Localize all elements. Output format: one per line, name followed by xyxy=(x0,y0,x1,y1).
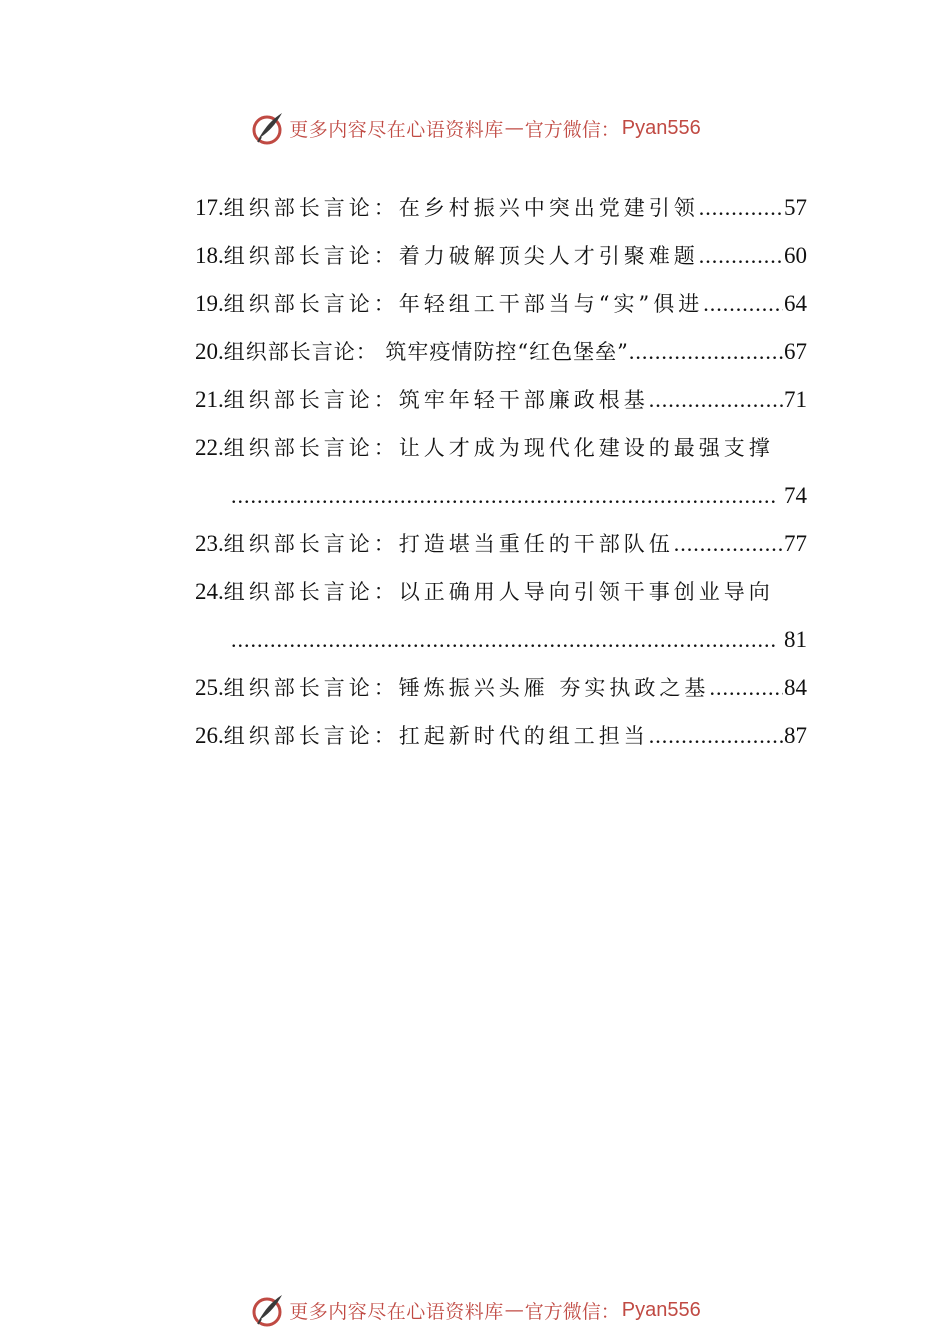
toc-page-number: 74 xyxy=(784,483,807,508)
toc-leader-dots xyxy=(629,328,783,376)
quill-logo-icon xyxy=(249,110,285,146)
toc-entry-24[interactable] xyxy=(195,568,807,664)
banner-wechat-id: Pyan556 xyxy=(621,116,701,139)
toc-leader-dots xyxy=(709,664,783,712)
toc-page-number: 84 xyxy=(784,675,807,700)
toc-leader-dots xyxy=(699,232,783,280)
toc-title: 组织部长言论：扛起新时代的组工担当 xyxy=(223,724,649,748)
toc-title: 组织部长言论：锤炼振兴头雁 夯实执政之基 xyxy=(223,676,710,700)
toc-entry-22[interactable] xyxy=(195,424,807,520)
quill-logo-icon xyxy=(249,1292,285,1328)
toc-page-number: 67 xyxy=(784,339,807,364)
toc-title: 组织部长言论：筑牢年轻干部廉政根基 xyxy=(223,388,649,412)
toc-leader-dots xyxy=(649,712,783,760)
toc-number: 26. xyxy=(195,723,224,748)
toc-title: 组织部长言论：让人才成为现代化建设的最强支撑 xyxy=(223,436,774,460)
toc-leader-dots xyxy=(674,520,783,568)
toc-entry-26[interactable] xyxy=(195,712,807,760)
toc-title: 组织部长言论：打造堪当重任的干部队伍 xyxy=(223,532,674,556)
toc-page-number: 77 xyxy=(784,531,807,556)
toc-entry-20[interactable] xyxy=(195,328,807,376)
toc-entry-17[interactable] xyxy=(195,184,807,232)
toc-number: 20. xyxy=(195,339,224,364)
toc-entry-19[interactable] xyxy=(195,280,807,328)
toc-page-number: 60 xyxy=(784,243,807,268)
banner-separator: — xyxy=(504,1299,524,1321)
banner-text: 更多内容尽在心语资料库 xyxy=(289,118,504,141)
toc-leader-dots xyxy=(649,376,783,424)
toc-entry-18[interactable] xyxy=(195,232,807,280)
toc-number: 24. xyxy=(195,579,224,604)
banner-text: 更多内容尽在心语资料库 xyxy=(289,1300,504,1323)
toc-title: 组织部长言论：在乡村振兴中突出党建引领 xyxy=(223,196,699,220)
toc-entry-23[interactable] xyxy=(195,520,807,568)
table-of-contents xyxy=(195,184,807,760)
banner-wechat-id: Pyan556 xyxy=(621,1298,701,1321)
banner-wechat-label: 官方微信： xyxy=(524,1300,620,1323)
toc-number: 23. xyxy=(195,531,224,556)
toc-title: 组织部长言论：着力破解顶尖人才引聚难题 xyxy=(223,244,699,268)
toc-title: 组织部长言论：以正确用人导向引领干事创业导向 xyxy=(223,580,774,604)
toc-number: 17. xyxy=(195,195,224,220)
toc-number: 19. xyxy=(195,291,224,316)
toc-leader-dots xyxy=(703,280,783,328)
toc-entry-21[interactable] xyxy=(195,376,807,424)
toc-entry-25[interactable] xyxy=(195,664,807,712)
toc-page-number: 64 xyxy=(784,291,807,316)
banner-wechat-label: 官方微信： xyxy=(524,118,620,141)
toc-title: 组织部长言论： 筑牢疫情防控“红色堡垒” xyxy=(223,340,629,364)
toc-page-number: 71 xyxy=(784,387,807,412)
footer-banner xyxy=(0,1290,950,1330)
banner-separator: — xyxy=(504,117,524,139)
toc-number: 18. xyxy=(195,243,224,268)
toc-page-number: 87 xyxy=(784,723,807,748)
toc-leader-dots xyxy=(231,616,778,664)
toc-number: 22. xyxy=(195,435,224,460)
toc-page-number: 57 xyxy=(784,195,807,220)
toc-number: 25. xyxy=(195,675,224,700)
toc-leader-dots xyxy=(231,472,778,520)
toc-page-number: 81 xyxy=(784,627,807,652)
toc-title: 组织部长言论：年轻组工干部当与“实”俱进 xyxy=(223,292,704,316)
header-banner xyxy=(0,108,950,148)
toc-number: 21. xyxy=(195,387,224,412)
toc-leader-dots xyxy=(699,184,783,232)
